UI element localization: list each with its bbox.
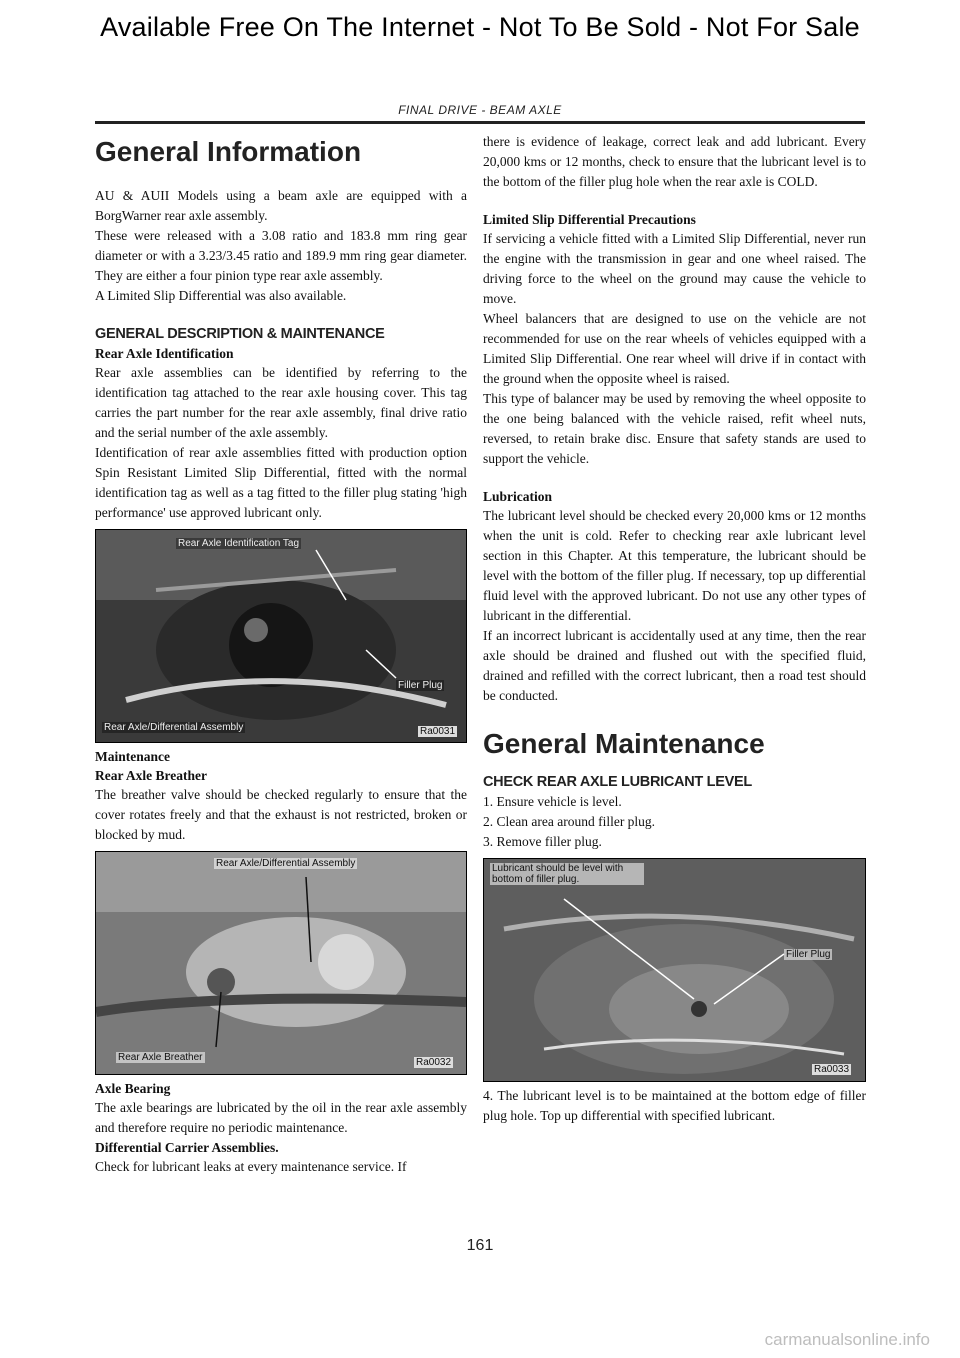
- lubrication-paragraph-1: The lubricant level should be checked every 20,000 kms or 12 months when the unit is cold. Refer to checking rear axle lubricant level section in this Chapter. At this temperature, the lubricant should be level with the bottom of the filler plug. If necessary, top up differential fluid level with the approved lubricant. Do not use any other types of lubricant in the differential.: [483, 508, 866, 623]
- rear-axle-id-paragraph-2: Identification of rear axle assemblies fitted with production option Spin Resistant Limited Slip Differential, fitted with the normal identification tag as well as a tag fitted to the filler plug stating 'high performance' use approved lubricant only.: [95, 445, 467, 520]
- photo-label-filler-plug: Filler Plug: [398, 680, 443, 691]
- filler-plug-photo: [483, 858, 866, 1082]
- photo-code-3: Ra0033: [814, 1064, 850, 1075]
- running-head: FINAL DRIVE - BEAM AXLE: [398, 103, 562, 117]
- bearing-paragraph: The axle bearings are lubricated by the oil in the rear axle assembly and therefore require no periodic maintenance.: [95, 1100, 467, 1135]
- section-title-general-maintenance: General Maintenance: [483, 728, 765, 759]
- photo-code: Ra0031: [420, 726, 456, 737]
- rear-axle-photo-image: [96, 530, 466, 742]
- photo-label-filler-plug-2: Filler Plug: [786, 949, 831, 960]
- filler-plug-photo-image: [484, 859, 865, 1081]
- section-title-general-information: General Information: [95, 136, 362, 167]
- breather-paragraph: The breather valve should be checked regularly to ensure that the cover rotates freely and that the exhaust is not restricted, broken or blocked by mud.: [95, 787, 467, 842]
- page-number: 161: [466, 1237, 494, 1254]
- banner-notice: Available Free On The Internet - Not To Be Sold - Not For Sale: [100, 12, 860, 42]
- photo-label-lubricant-level: Lubricant should be level with bottom of filler plug.: [490, 863, 644, 885]
- step-2: 2. Clean area around filler plug.: [483, 814, 656, 829]
- check-lubricant-heading: CHECK REAR AXLE LUBRICANT LEVEL: [483, 774, 752, 790]
- right-column: [483, 132, 866, 1126]
- rear-axle-id-paragraph-1: Rear axle assemblies can be identified by referring to the identification tag attached to the rear axle housing cover. This tag carries the part number for the rear axle assembly, final drive ratio and the serial number of the axle assembly.: [95, 365, 467, 440]
- intro-paragraph-1: AU & AUII Models using a beam axle are equipped with a BorgWarner rear axle assembly.: [95, 188, 467, 223]
- lsd-paragraph-3: This type of balancer may be used by removing the wheel opposite to the one being balanced with the vehicle raised, refit wheel nuts, reversed, to retain brake disc. Ensure that safety stands are used to support the vehicle.: [483, 391, 866, 466]
- rear-axle-breather-heading: Rear Axle Breather: [95, 768, 207, 783]
- watermark-url: carmanualsonline.info: [764, 1330, 930, 1349]
- photo-label-breather: Rear Axle Breather: [118, 1052, 203, 1063]
- photo-label-axle-assembly-2: Rear Axle/Differential Assembly: [216, 858, 356, 869]
- lsd-precautions-heading: Limited Slip Differential Precautions: [483, 212, 696, 227]
- step-4: 4. The lubricant level is to be maintained at the bottom edge of filler plug hole. Top up differential with specified lubricant.: [483, 1088, 866, 1123]
- axle-bearing-heading: Axle Bearing: [95, 1081, 171, 1096]
- breather-photo-image: [96, 852, 466, 1074]
- continued-paragraph: there is evidence of leakage, correct leak and add lubricant. Every 20,000 kms or 12 months, check to ensure that the lubricant level is to the bottom of the filler plug hole when the rear axle is COLD.: [483, 134, 866, 189]
- photo-code-2: Ra0032: [416, 1057, 452, 1068]
- rear-axle-photo: [95, 529, 467, 743]
- intro-paragraph-2: These were released with a 3.08 ratio and 183.8 mm ring gear diameter or with a 3.23/3.45 ratio and 189.9 mm ring gear diameter. They are either a four pinion type rear axle assembly.: [95, 228, 467, 283]
- intro-paragraph-3: A Limited Slip Differential was also available.: [95, 288, 347, 303]
- photo-label-axle-assembly: Rear Axle/Differential Assembly: [104, 722, 244, 733]
- differential-carrier-heading: Differential Carrier Assemblies.: [95, 1140, 279, 1155]
- carrier-paragraph: Check for lubricant leaks at every maintenance service. If: [95, 1159, 407, 1174]
- rear-axle-identification-heading: Rear Axle Identification: [95, 346, 234, 361]
- lsd-paragraph-2: Wheel balancers that are designed to use on the vehicle are not recommended for use on the rear wheels of vehicles equipped with a Limited Slip Differential. One rear wheel will drive if in contact with the ground when the opposite wheel is raised.: [483, 311, 866, 386]
- maintenance-heading: Maintenance: [95, 749, 170, 764]
- header-rule: [95, 121, 865, 124]
- breather-photo: [95, 851, 467, 1075]
- lubrication-paragraph-2: If an incorrect lubricant is accidentally used at any time, then the rear axle should be drained and flushed out with the specified fluid, drained and refilled with the correct lubricant, then a road test should be conducted.: [483, 628, 866, 703]
- lubrication-heading: Lubrication: [483, 489, 553, 504]
- lsd-paragraph-1: If servicing a vehicle fitted with a Limited Slip Differential, never run the engine with the transmission in gear and one wheel raised. The driving force to the wheel on the ground may cause the vehicle to move.: [483, 231, 866, 306]
- step-3: 3. Remove filler plug.: [483, 834, 602, 849]
- general-description-heading: GENERAL DESCRIPTION & MAINTENANCE: [95, 326, 385, 342]
- left-column: [95, 132, 467, 1177]
- photo-label-identification-tag: Rear Axle Identification Tag: [178, 538, 300, 549]
- step-1: 1. Ensure vehicle is level.: [483, 794, 622, 809]
